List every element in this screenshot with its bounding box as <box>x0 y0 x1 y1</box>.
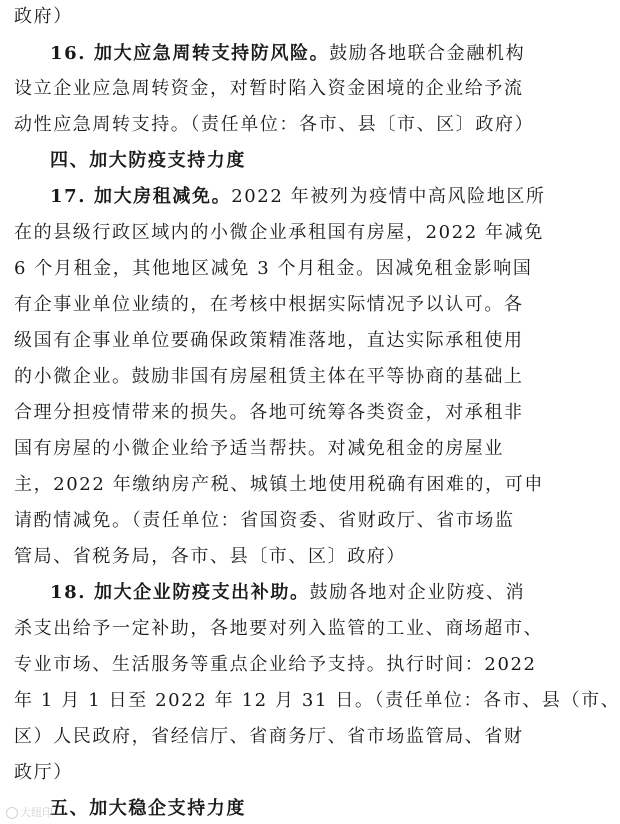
text-line: 2022 年被列为疫情中高风险地区所 <box>231 186 546 207</box>
watermark-icon <box>6 807 18 819</box>
watermark-text: 大纽印 <box>20 806 53 819</box>
text-line: 鼓励各地联合金融机构 <box>329 43 526 64</box>
section-5-heading: 五、加大稳企支持力度 <box>50 798 246 819</box>
paragraph-17 <box>50 184 546 210</box>
text-line: 年 1 月 1 日至 2022 年 12 月 31 日。（责任单位：各市、县（市、 <box>14 690 620 711</box>
paragraph-18 <box>50 580 525 606</box>
item-16-heading: 16. 加大应急周转支持防风险。 <box>50 43 330 64</box>
section-4-heading: 四、加大防疫支持力度 <box>50 150 246 171</box>
text-line: 在的县级行政区域内的小微企业承租国有房屋，2022 年减免 <box>14 222 544 243</box>
text-line: 管局、省税务局，各市、县〔市、区〕政府） <box>14 546 406 567</box>
text-line: 有企事业单位业绩的，在考核中根据实际情况予以认可。各 <box>14 294 524 315</box>
text-line: 请酌情减免。（责任单位：省国资委、省财政厅、省市场监 <box>14 510 515 531</box>
text-line: 的小微企业。鼓励非国有房屋租赁主体在平等协商的基础上 <box>14 366 524 387</box>
text-line: 政厅） <box>14 762 73 783</box>
paragraph-16 <box>50 41 525 67</box>
text-line: 国有房屋的小微企业给予适当帮扶。对减免租金的房屋业 <box>14 438 504 459</box>
text-line: 合理分担疫情带来的损失。各地可统筹各类资金，对承租非 <box>14 402 524 423</box>
text-line: 主，2022 年缴纳房产税、城镇土地使用税确有困难的，可申 <box>14 474 544 495</box>
watermark <box>6 804 53 820</box>
text-line: 政府） <box>14 6 73 27</box>
text-line: 区）人民政府，省经信厅、省商务厅、省市场监管局、省财 <box>14 726 524 747</box>
text-line: 鼓励各地对企业防疫、消 <box>309 582 526 603</box>
text-line: 级国有企事业单位要确保政策精准落地，直达实际承租使用 <box>14 330 524 351</box>
text-line: 专业市场、生活服务等重点企业给予支持。执行时间：2022 <box>14 654 537 675</box>
text-line: 6 个月租金，其他地区减免 3 个月租金。因减免租金影响国 <box>14 258 533 279</box>
text-line: 杀支出给予一定补助，各地要对列入监管的工业、商场超市、 <box>14 618 544 639</box>
text-line: 动性应急周转支持。（责任单位：各市、县〔市、区〕政府） <box>14 114 535 135</box>
item-17-heading: 17. 加大房租减免。 <box>50 186 232 207</box>
text-line: 设立企业应急周转资金，对暂时陷入资金困境的企业给予流 <box>14 78 524 99</box>
item-18-heading: 18. 加大企业防疫支出补助。 <box>50 582 310 603</box>
